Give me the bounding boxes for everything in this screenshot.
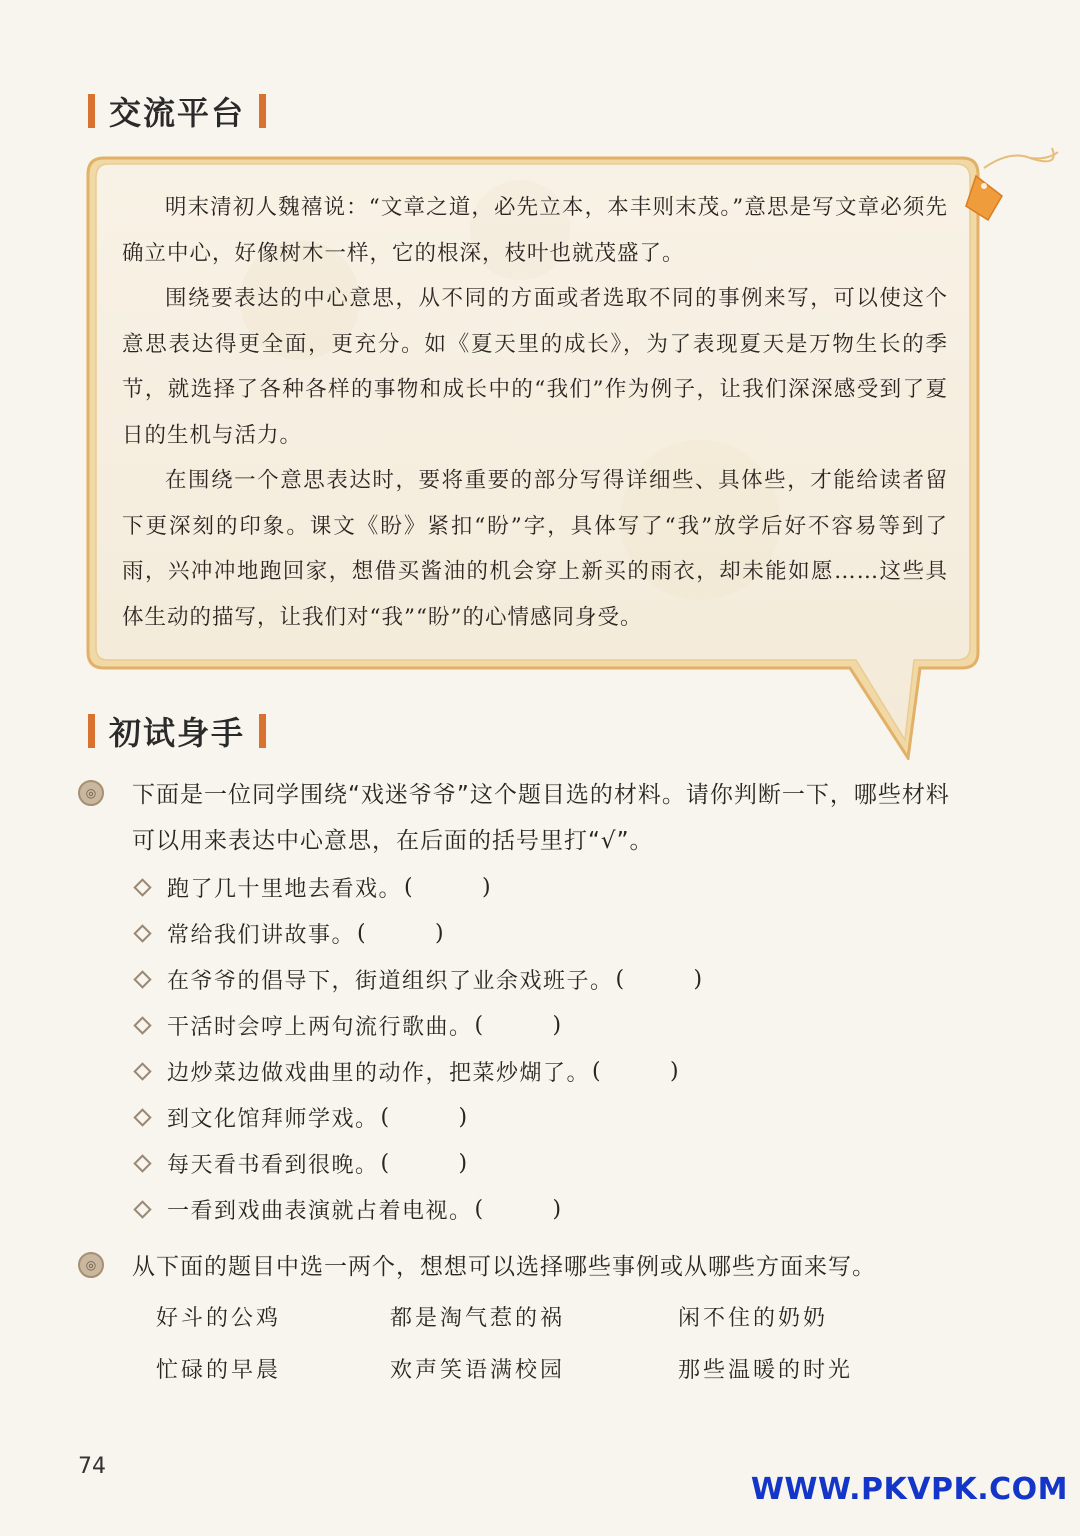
topic-item: 忙碌的早晨 bbox=[156, 1358, 282, 1383]
option-item[interactable] bbox=[132, 864, 704, 910]
option-text: 一看到戏曲表演就占着电视。 bbox=[167, 1198, 473, 1224]
answer-parentheses[interactable]: ( ) bbox=[380, 1150, 469, 1176]
answer-parentheses[interactable]: ( ) bbox=[474, 1196, 563, 1222]
topic-item: 欢声笑语满校园 bbox=[390, 1358, 566, 1383]
option-text: 常给我们讲故事。 bbox=[167, 922, 356, 948]
answer-parentheses[interactable]: ( ) bbox=[615, 966, 704, 992]
option-item[interactable] bbox=[132, 1048, 704, 1094]
watermark: WWW.PKVPK.COM bbox=[750, 1472, 1068, 1507]
question-2 bbox=[78, 1244, 876, 1290]
card-paragraph: 明末清初人魏禧说：“文章之道，必先立本，本丰则末茂。”意思是写文章必须先确立中心，好像树木一样，它的根深，枝叶也就茂盛了。 bbox=[122, 195, 948, 266]
diamond-icon bbox=[133, 878, 151, 896]
card-paragraph: 在围绕一个意思表达时，要将重要的部分写得详细些、具体些，才能给读者留下更深刻的印象。课文《盼》紧扣“盼”字，具体写了“我”放学后好不容易等到了雨，兴冲冲地跑回家，想借买酱油的机会穿上新买的雨衣，却未能如愿……这些具体生动的描写，让我们对“我”“盼”的心情感同身受。 bbox=[122, 468, 948, 630]
option-item[interactable] bbox=[132, 1140, 704, 1186]
topic-item: 好斗的公鸡 bbox=[156, 1306, 282, 1331]
question-bullet-icon: ◎ bbox=[78, 780, 104, 806]
question-2-text: 从下面的题目中选一两个，想想可以选择哪些事例或从哪些方面来写。 bbox=[132, 1254, 876, 1280]
card-paragraph: 围绕要表达的中心意思，从不同的方面或者选取不同的事例来写，可以使这个意思表达得更全面，更充分。如《夏天里的成长》，为了表现夏天是万物生长的季节，就选择了各种各样的事物和成长中的“我们”作为例子，让我们深深感受到了夏日的生机与活力。 bbox=[122, 286, 948, 448]
question-bullet-icon: ◎ bbox=[78, 1252, 104, 1278]
card-text bbox=[122, 185, 948, 640]
question-1 bbox=[78, 772, 978, 864]
diamond-icon bbox=[133, 1200, 151, 1218]
tag-icon bbox=[966, 148, 1058, 220]
title-bar-left bbox=[88, 714, 95, 748]
diamond-icon bbox=[133, 1062, 151, 1080]
option-text: 干活时会哼上两句流行歌曲。 bbox=[167, 1014, 473, 1040]
option-text: 边炒菜边做戏曲里的动作，把菜炒煳了。 bbox=[167, 1060, 591, 1086]
page-number: 74 bbox=[78, 1454, 106, 1479]
answer-parentheses[interactable]: ( ) bbox=[404, 874, 493, 900]
diamond-icon bbox=[133, 1108, 151, 1126]
section-title-text: 交流平台 bbox=[109, 94, 246, 132]
option-text: 在爷爷的倡导下，街道组织了业余戏班子。 bbox=[167, 968, 614, 994]
section-title-text: 初试身手 bbox=[109, 714, 246, 752]
option-item[interactable] bbox=[132, 1186, 704, 1232]
section-title-try bbox=[88, 708, 266, 754]
topics-grid bbox=[156, 1300, 918, 1390]
option-item[interactable] bbox=[132, 1002, 704, 1048]
question-1-text: 下面是一位同学围绕“戏迷爷爷”这个题目选的材料。请你判断一下，哪些材料可以用来表达中心意思，在后面的括号里打“√”。 bbox=[132, 782, 950, 854]
answer-parentheses[interactable]: ( ) bbox=[357, 920, 446, 946]
option-item[interactable] bbox=[132, 910, 704, 956]
options-list bbox=[132, 864, 704, 1232]
option-item[interactable] bbox=[132, 1094, 704, 1140]
diamond-icon bbox=[133, 1016, 151, 1034]
option-item[interactable] bbox=[132, 956, 704, 1002]
diamond-icon bbox=[133, 924, 151, 942]
option-text: 到文化馆拜师学戏。 bbox=[167, 1106, 379, 1132]
answer-parentheses[interactable]: ( ) bbox=[380, 1104, 469, 1130]
topic-item: 都是淘气惹的祸 bbox=[390, 1306, 566, 1331]
diamond-icon bbox=[133, 1154, 151, 1172]
answer-parentheses[interactable]: ( ) bbox=[474, 1012, 563, 1038]
topic-item: 那些温暖的时光 bbox=[678, 1358, 854, 1383]
answer-parentheses[interactable]: ( ) bbox=[592, 1058, 681, 1084]
diamond-icon bbox=[133, 970, 151, 988]
option-text: 每天看书看到很晚。 bbox=[167, 1152, 379, 1178]
option-text: 跑了几十里地去看戏。 bbox=[167, 876, 403, 902]
title-bar-right bbox=[259, 714, 266, 748]
topic-item: 闲不住的奶奶 bbox=[678, 1306, 829, 1331]
